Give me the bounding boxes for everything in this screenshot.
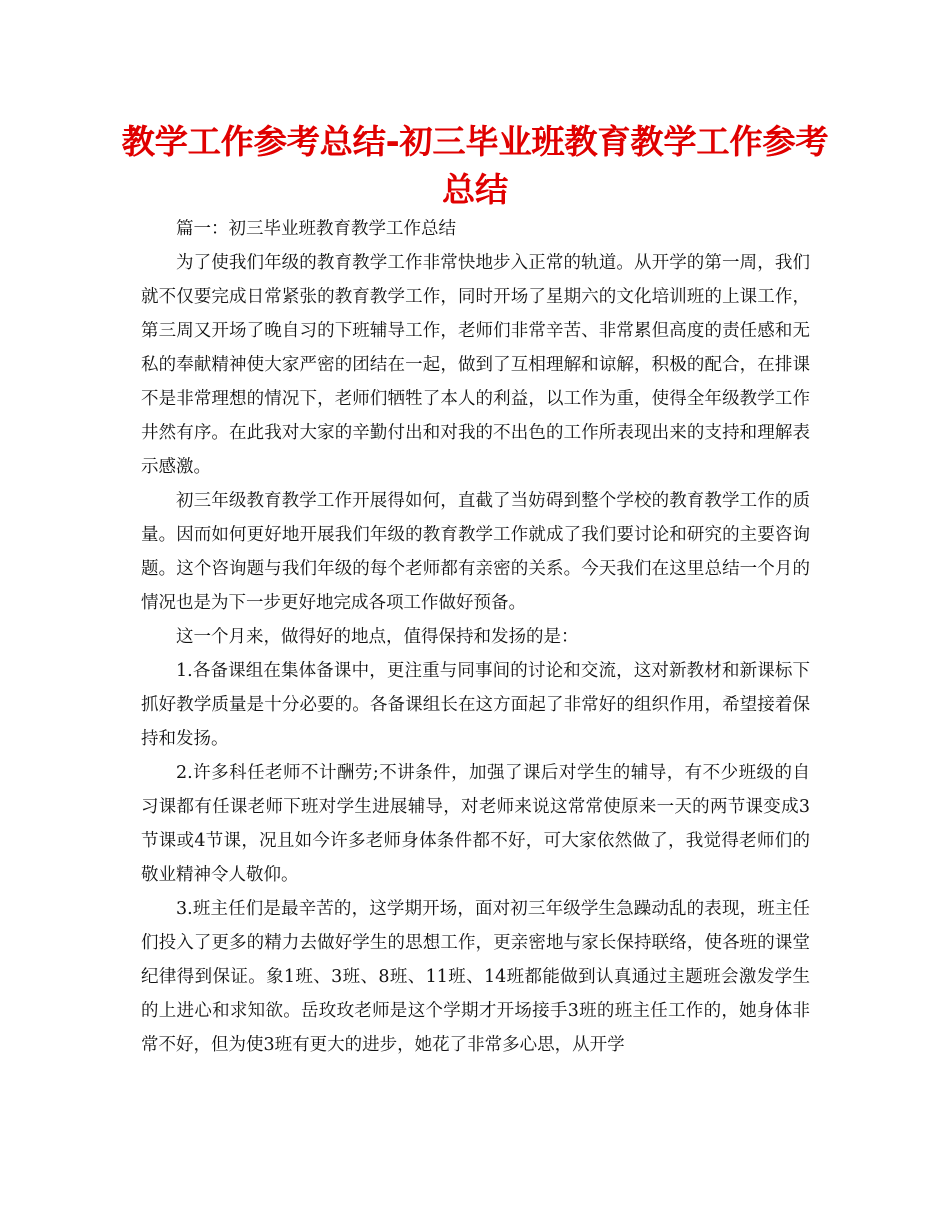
paragraph-importance: 初三年级教育教学工作开展得如何，直截了当妨碍到整个学校的教育教学工作的质量。因而如何更好地开展我们年级的教育教学工作就成了我们要讨论和研究的主要咨询题。这个咨询题与我们年级的每个老师都有亲密的关系。今天我们在这里总结一个月的情况也是为下一步更好地完成各项工作做好预备。 (141, 491, 810, 613)
paragraph-intro: 为了使我们年级的教育教学工作非常快地步入正常的轨道。从开学的第一周，我们就不仅要完成日常紧张的教育教学工作，同时开场了星期六的文化培训班的上课工作，第三周又开场了晚自习的下班辅导工作，老师们非常辛苦、非常累但高度的责任感和无私的奉献精神使大家严密的团结在一起，做到了互相理解和谅解，积极的配合，在排课不是非常理想的情况下，老师们牺牲了本人的利益，以工作为重，使得全年级教学工作井然有序。在此我对大家的辛勤付出和对我的不出色的工作所表现出来的支持和理解表示感激。 (141, 253, 810, 477)
document-body (141, 212, 810, 1062)
paragraph-strengths-lead: 这一个月来，做得好的地点，值得保持和发扬的是： (176, 627, 579, 647)
document-title: 教学工作参考总结-初三毕业班教育教学工作参考总结 (121, 122, 829, 209)
list-item-1: 1.各备课组在集体备课中，更注重与同事间的讨论和交流，这对新教材和新课标下抓好教学质量是十分必要的。各备课组长在这方面起了非常好的组织作用，希望接着保持和发扬。 (141, 661, 810, 749)
list-item-3: 3.班主任们是最辛苦的，这学期开场，面对初三年级学生急躁动乱的表现，班主任们投入了更多的精力去做好学生的思想工作，更亲密地与家长保持联络，使各班的课堂纪律得到保证。象1班、3班、8班、11班、14班都能做到认真通过主题班会激发学生的上进心和求知欲。岳玫玫老师是这个学期才开场接手3班的班主任工作的，她身体非常不好，但为使3班有更大的进步，她花了非常多心思，从开学 (141, 899, 810, 1055)
section-heading: 篇一：初三毕业班教育教学工作总结 (176, 219, 456, 239)
list-item-2: 2.许多科任老师不计酬劳;不讲条件，加强了课后对学生的辅导，有不少班级的自习课都有任课老师下班对学生进展辅导，对老师来说这常常使原来一天的两节课变成3节课或4节课，况且如今许多老师身体条件都不好，可大家依然做了，我觉得老师们的敬业精神令人敬仰。 (141, 763, 810, 885)
